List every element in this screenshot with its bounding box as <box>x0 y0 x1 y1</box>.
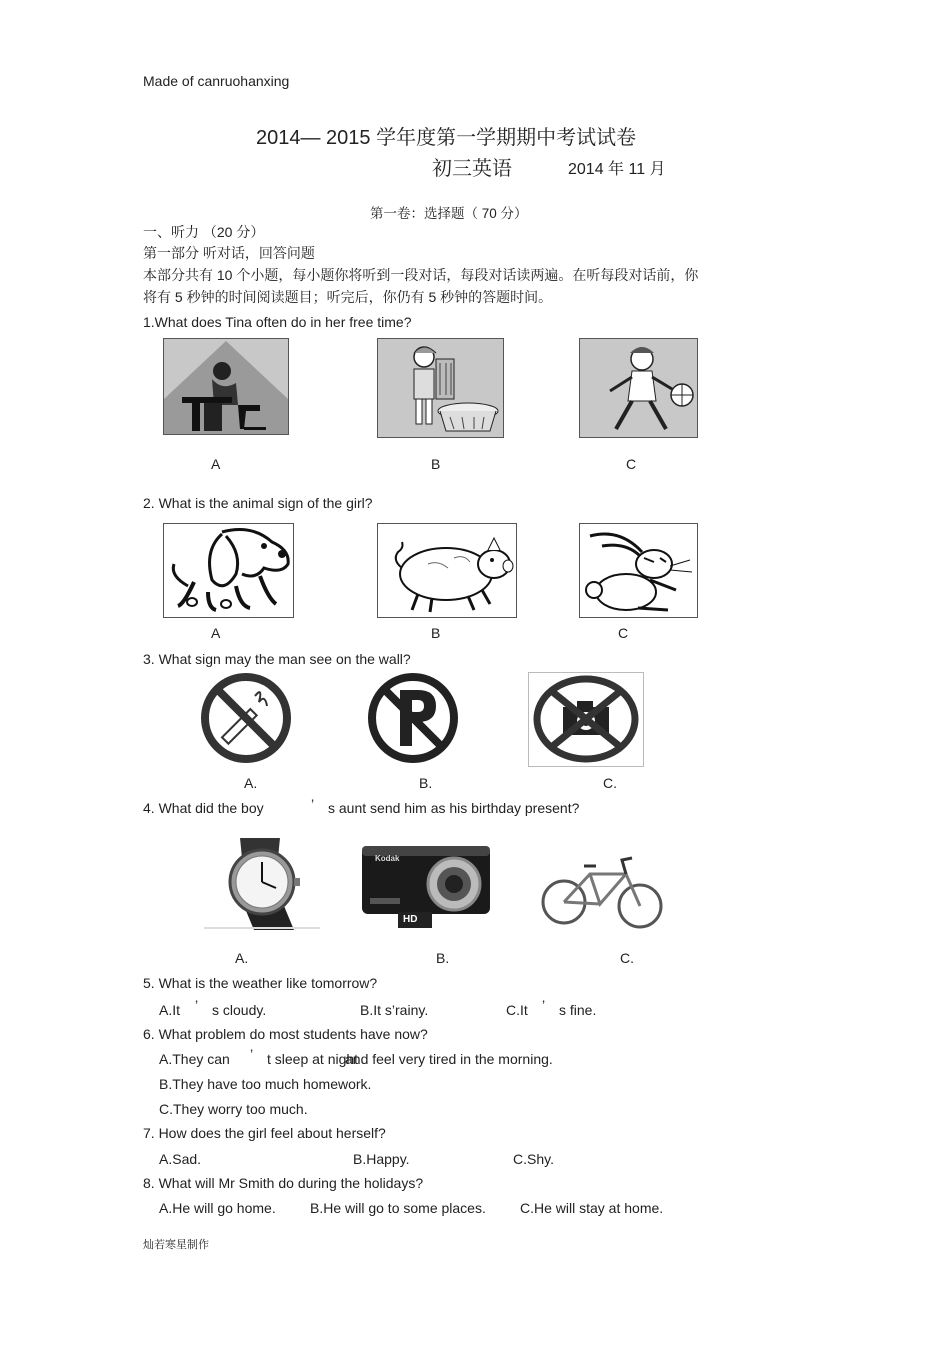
q6-option-a-start: A.They can <box>159 1051 230 1067</box>
q3-label-b: B. <box>419 775 433 791</box>
q1-label-c: C <box>626 456 637 472</box>
question-2-text: 2. What is the animal sign of the girl? <box>143 495 373 511</box>
section-heading: 一、听力 （20 分） <box>143 224 265 240</box>
q3-label-c: C. <box>603 775 617 791</box>
q5-option-c-start: C.It <box>506 1002 528 1018</box>
camera-brand-label: Kodak <box>375 854 400 863</box>
exam-date: 2014 年 11 月 <box>568 161 666 178</box>
part-heading: 第一卷：选择题（ 70 分） <box>370 206 528 221</box>
question-8-text: 8. What will Mr Smith do during the holidays? <box>143 1175 424 1191</box>
question-1-text: 1.What does Tina often do in her free time? <box>143 314 412 330</box>
question-6-text: 6. What problem do most students have now? <box>143 1026 428 1042</box>
pig-icon <box>377 523 517 618</box>
no-photography-sign-icon <box>528 672 644 767</box>
no-smoking-sign-icon <box>199 672 294 764</box>
girl-studying-at-desk-icon <box>163 338 289 435</box>
q1-label-a: A <box>211 456 221 472</box>
q3-label-a: A. <box>244 775 258 791</box>
q7-option-b: B.Happy. <box>353 1151 410 1167</box>
section-instruction-line1: 本部分共有 10 个小题，每小题你将听到一段对话，每段对话读两遍。在听每段对话前，你 <box>143 267 699 283</box>
question-4-text-end: s aunt send him as his birthday present? <box>328 800 580 816</box>
q4-label-c: C. <box>620 950 634 966</box>
rabbit-icon <box>579 523 698 618</box>
q2-label-a: A <box>211 625 221 641</box>
q5-option-b: B.It s’rainy. <box>360 1002 429 1018</box>
q4-label-b: B. <box>436 950 450 966</box>
q6-option-a-apostrophe: ’ <box>250 1046 254 1062</box>
camera-hd-label: HD <box>403 914 418 925</box>
question-7-text: 7. How does the girl feel about herself? <box>143 1125 386 1141</box>
q5-option-c-apostrophe: ’ <box>542 997 546 1013</box>
no-parking-sign-icon <box>366 672 461 764</box>
exam-subject: 初三英语 <box>432 158 512 180</box>
q1-label-b: B <box>431 456 441 472</box>
bicycle-icon <box>540 854 665 930</box>
q6-option-c: C.They worry too much. <box>159 1101 308 1117</box>
girl-playing-basketball-icon <box>579 338 698 438</box>
question-4-text-start: 4. What did the boy <box>143 800 264 816</box>
q7-option-a: A.Sad. <box>159 1151 202 1167</box>
dog-icon <box>163 523 294 618</box>
section-instruction-line2: 将有 5 秒钟的时间阅读题目；听完后，你仍有 5 秒钟的答题时间。 <box>143 289 553 305</box>
wristwatch-icon <box>200 832 325 932</box>
q5-option-a-apostrophe: ’ <box>195 997 199 1013</box>
camera-icon <box>360 842 492 932</box>
section-subheading: 第一部分 听对话，回答问题 <box>143 245 315 261</box>
q2-label-c: C <box>618 625 629 641</box>
question-3-text: 3. What sign may the man see on the wall? <box>143 651 411 667</box>
exam-title: 2014— 2015 学年度第一学期期中考试试卷 <box>256 127 637 149</box>
q8-option-c: C.He will stay at home. <box>520 1200 664 1216</box>
q8-option-b: B.He will go to some places. <box>310 1200 486 1216</box>
q8-option-a: A.He will go home. <box>159 1200 276 1216</box>
question-5-text: 5. What is the weather like tomorrow? <box>143 975 378 991</box>
q5-option-a-end: s cloudy. <box>212 1002 267 1018</box>
q6-option-b: B.They have too much homework. <box>159 1076 372 1092</box>
q6-option-a-end: and feel very tired in the morning. <box>345 1051 553 1067</box>
girl-washing-clothes-icon <box>377 338 504 438</box>
q5-option-c-end: s fine. <box>559 1002 597 1018</box>
made-of-note: Made of canruohanxing <box>143 73 290 89</box>
q4-label-a: A. <box>235 950 249 966</box>
q5-option-a-start: A.It <box>159 1002 181 1018</box>
q2-label-b: B <box>431 625 441 641</box>
q6-option-a-middle: t sleep at night <box>267 1051 359 1067</box>
q7-option-c: C.Shy. <box>513 1151 554 1167</box>
question-4-apostrophe: ’ <box>311 796 315 812</box>
footer-credit: 灿若寒星制作 <box>143 1239 209 1251</box>
